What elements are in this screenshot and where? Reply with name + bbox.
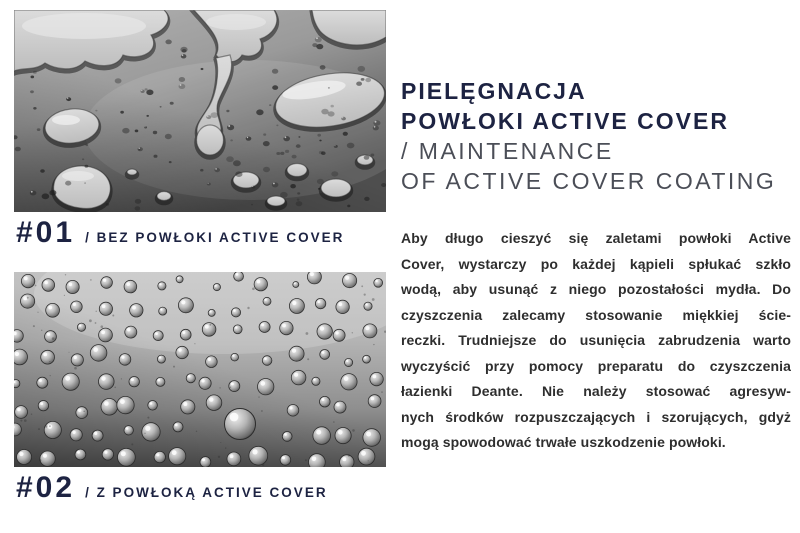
title-line-en-1: / MAINTENANCE bbox=[401, 138, 614, 164]
body-line: nych środków rozpuszczających i szorujących, gdyż bbox=[401, 408, 791, 425]
body-line: Aby długo cieszyć się zaletami powłoki Active bbox=[401, 230, 791, 246]
body-paragraph bbox=[401, 226, 791, 456]
body-line: reczki. Trudniejsze do usunięcia zabrudzenia warto bbox=[401, 332, 791, 348]
figure-02-caption-text: / Z POWŁOKĄ ACTIVE COVER bbox=[85, 485, 328, 500]
page-title bbox=[401, 76, 791, 196]
text-column bbox=[401, 76, 791, 456]
figure-02-photo bbox=[14, 272, 386, 467]
body-line: czyszczenia zalecamy stosowanie miękkiej ście- bbox=[401, 306, 791, 323]
title-line-pl-1: PIELĘGNACJA bbox=[401, 78, 587, 104]
title-line-pl-2: POWŁOKI ACTIVE COVER bbox=[401, 108, 729, 134]
body-line: łazienki Deante. Nie należy stosować agresyw- bbox=[401, 383, 791, 399]
water-puddles-image bbox=[14, 10, 386, 212]
figure-01-caption bbox=[16, 216, 344, 250]
figure-02-number: #02 bbox=[16, 471, 76, 504]
figure-01-number: #01 bbox=[16, 216, 76, 249]
title-line-en-2: OF ACTIVE COVER COATING bbox=[401, 168, 777, 194]
figure-01-caption-text: / BEZ POWŁOKI ACTIVE COVER bbox=[85, 230, 345, 245]
body-line: Cover, wystarczy po każdej kąpieli spłukać szkło bbox=[401, 255, 791, 272]
figure-01-photo bbox=[14, 10, 386, 212]
body-line: wyczyścić przy pomocy preparatu do czyszczenia bbox=[401, 357, 791, 374]
figure-02-caption bbox=[16, 471, 328, 505]
body-line: wodą, aby usunąć z niego pozostałości mydła. Do bbox=[401, 281, 791, 297]
water-beads-image bbox=[14, 272, 386, 467]
body-line: mogą spowodować trwałe uszkodzenie powłoki. bbox=[401, 434, 726, 450]
